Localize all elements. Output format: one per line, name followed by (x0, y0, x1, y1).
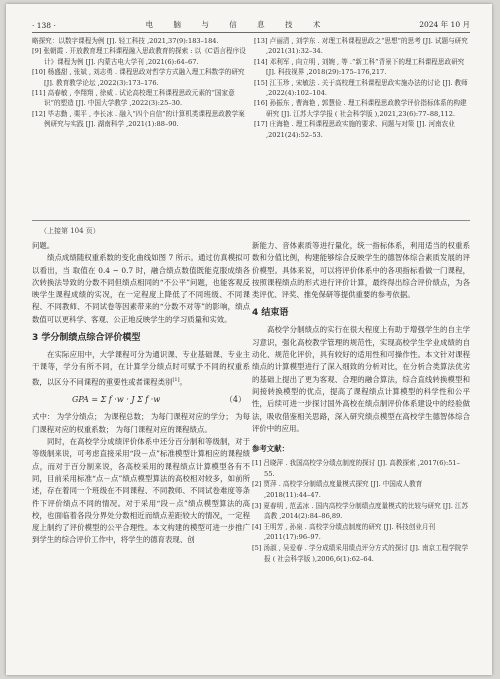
section-divider (32, 220, 470, 221)
continued-from-note: （上接第 104 页） (40, 227, 100, 235)
citation-marker: [1] (172, 376, 180, 383)
paragraph-text: 在实际应用中，大学课程可分为通识课、专业基础课、专业主干课等，学分有所不同，在计算学分绩点时可赋予不同的权重系数，以区分不同课程的重要性或者课程类别 (32, 350, 250, 387)
reference-item: [9] 张朝霞 . 开放教育理工科课程融入思政教育的探索 : 以《C语言程序设计》课程为例 [J]. 内蒙古电大学刊 ,2021(6):64–67. (32, 47, 246, 66)
body-left-column (32, 240, 250, 564)
reference-item: [1] 吕晓萍 . 我国高校学分绩点制度的探讨 [J]. 高教探索 ,2017(6):51–55. (252, 459, 460, 478)
references-heading: 参考文献： (252, 444, 289, 454)
reference-item: [10] 杨盛甜 , 张斌 , 刘志勇 . 课程思政对哲学方式融入理工科数学的研究 [J]. 教育教学论坛 ,2022(3):173–176. (32, 68, 245, 87)
journal-page (6, 4, 492, 675)
paragraph: 新能力、音体素质等进行量化，统一指标体系，利用适当的权重系数和分值比例，构建能够综合反映学生的德智体综合素质发展的评价模型。具体来说，可以将评价体系中的各项指标看做一门课程，按照课程绩点的形式进行评价计算，最终得出综合评价绩点，为各类评优、评奖、推免保研等提供重要的参考依据。 (252, 241, 470, 300)
reference-item: [16] 孙振东 , 曹海艳 , 郭慧俭 . 理工科课程思政教学评价指标体系的构建研究 [J]. 江苏大学学报 ( 社会科学版 ),2021,23(6):77–88,112. (254, 99, 467, 118)
equation (32, 394, 250, 405)
paragraph-end: 。 (179, 377, 187, 387)
reference-item: [3] 夏春明 , 范孟冰 . 国内高校学分制绩点度量模式的比较与研究 [J]. 江苏高教 ,2014(2):84–86,89. (252, 501, 469, 521)
previous-article-references (32, 36, 470, 140)
reference-item: 略探究：以数字课程为例 [J]. 轻工科技 ,2021,37(9):183–184. (32, 37, 219, 45)
page-number: · 138 · (32, 21, 56, 30)
paragraph (32, 349, 250, 388)
paragraph: 同时，在高校学分成绩评价体系中还分百分制和等级制，对于等级制来说，可考虑直接采用“段－点”标准模型计算相应的课程绩点，而对于百分制来说，各高校采用的课程绩点计算模型各有不同，目前采用标准“点－点”绩点模型算法的高校相对较多，如前所述，存在着同一个班级在不同课程、不同教师、不同试卷难度等条件下评价绩点不同的情况。对于采用“段－点”绩点模型算法的高校，也面临着各段分界处分数相近而绩点差距较大的情况，一定程度上制约了评价模型的公平合理性。本文构建的模型可进一步推广到学生的综合评价工作中，将学生的德育表现、创 (32, 437, 250, 545)
reference-item: [17] 庄海艳 . 理工科课程思政实施的要求、问题与对策 [J]. 河南农业 ,2021(24):52–53. (254, 120, 455, 139)
section-heading: 3 学分制绩点综合评价模型 (32, 333, 141, 344)
article-body (32, 240, 470, 564)
paragraph: 高校学分制绩点的实行在很大程度上有助于增强学生的自主学习意识，强化高校教学管理的规范性，实现高校学生学业成绩的自动化、规范化评价，具有较好的适用性和可操作性。本文针对课程绩点的计算模型进行了深入细致的分析对比，在分析合类算法优劣的基础上提出了更为客观、合理的融合算法，综合直线转换模型和间接转换模型的优点，提高了课程绩点计算模型的科学性和公平性，后续可进一步探讨国外高校在绩点制评价体系建设中的经验做法，吸收借鉴相关思路，深入研究绩点模型在高校学生德智体综合评价中的应用。 (252, 325, 470, 433)
section-heading: 4 结束语 (252, 308, 289, 319)
paragraph: 式中： 为学分绩点； 为课程总数； 为每门课程对应的学分； 为每门课程对应的权重系数； 为每门课程对应的课程绩点。 (32, 412, 250, 434)
reference-item: [15] 江玉珍 , 宋敏法 . 关于高校理工科课程思政实施办法的讨论 [J]. 教师 ,2022(4):102–104. (254, 78, 468, 98)
reference-item: [4] 王明芳 , 孙泉 . 高校学分绩点制度的研究 [J]. 科技创业月刊 ,2011(17):96–97. (252, 522, 436, 542)
body-right-column (252, 240, 470, 564)
issue-date: 2024 年 10 月 (419, 20, 470, 29)
running-header (32, 18, 470, 33)
paragraph: 问题。 (32, 241, 55, 250)
paragraph: 绩点成绩随权重系数的变化曲线如图 7 所示。通过仿真模拟可以看出，当 取值在 0.4 ~ 0.7 时，融合绩点数值既能克服成绩各次转换法导致的分数不同但绩点相同的“不公平”问题，也能客观反映学生课程成绩的实况，在一定程度上降低了不同班级、不同课程、不同教师、不同试卷等因素带来的“分数不对等”的影响，绩点数值可以更科学、客观、公正地反映学生的学习质量和实效。 (32, 253, 250, 324)
reference-item: [2] 贾萍 . 高校学分制绩点度量模式探究 [J]. 中国成人教育 ,2018(11):44–47. (252, 480, 423, 499)
reference-item: [12] 毕志勤 , 栗平 , 李长冰 . 融入“四个自信”的计算机类课程思政教学案例研究与实践 [J]. 湖南科学 ,2021(1):88–90. (32, 109, 245, 129)
references-right-column (254, 36, 470, 140)
references-left-column (32, 36, 248, 140)
reference-item: [14] 邓利军 , 向立明 , 刘婉 , 等 .“新工科”背景下的理工科课程思政研究 [J]. 科技视界 ,2018(29):175–176,217. (254, 57, 465, 77)
reference-item: [5] 汤淑 , 吴爱春 . 学分成绩采用绩点评分方式的探讨 [J]. 南京工程学院学报 ( 社会科学版 ),2006,6(1):62–64. (252, 543, 469, 563)
journal-name: 电 脑 与 信 息 技 术 (145, 20, 330, 29)
reference-item: [11] 高春敏 , 李翔翔 , 徐威 . 试论高校理工科课程思政元素的“国家意识”的塑造 [J]. 中国大学教学 ,2022(3):25–30. (32, 89, 235, 108)
reference-item: [13] 卢丽清 , 刘学东 . 对理工科课程思政之“思想”的思考 [J]. 试题与研究 ,2021(31):32–34. (254, 37, 468, 56)
equation-body: GPA = Σ f ·w · J Σ f ·w (72, 395, 161, 405)
equation-number: （4） (224, 395, 246, 405)
